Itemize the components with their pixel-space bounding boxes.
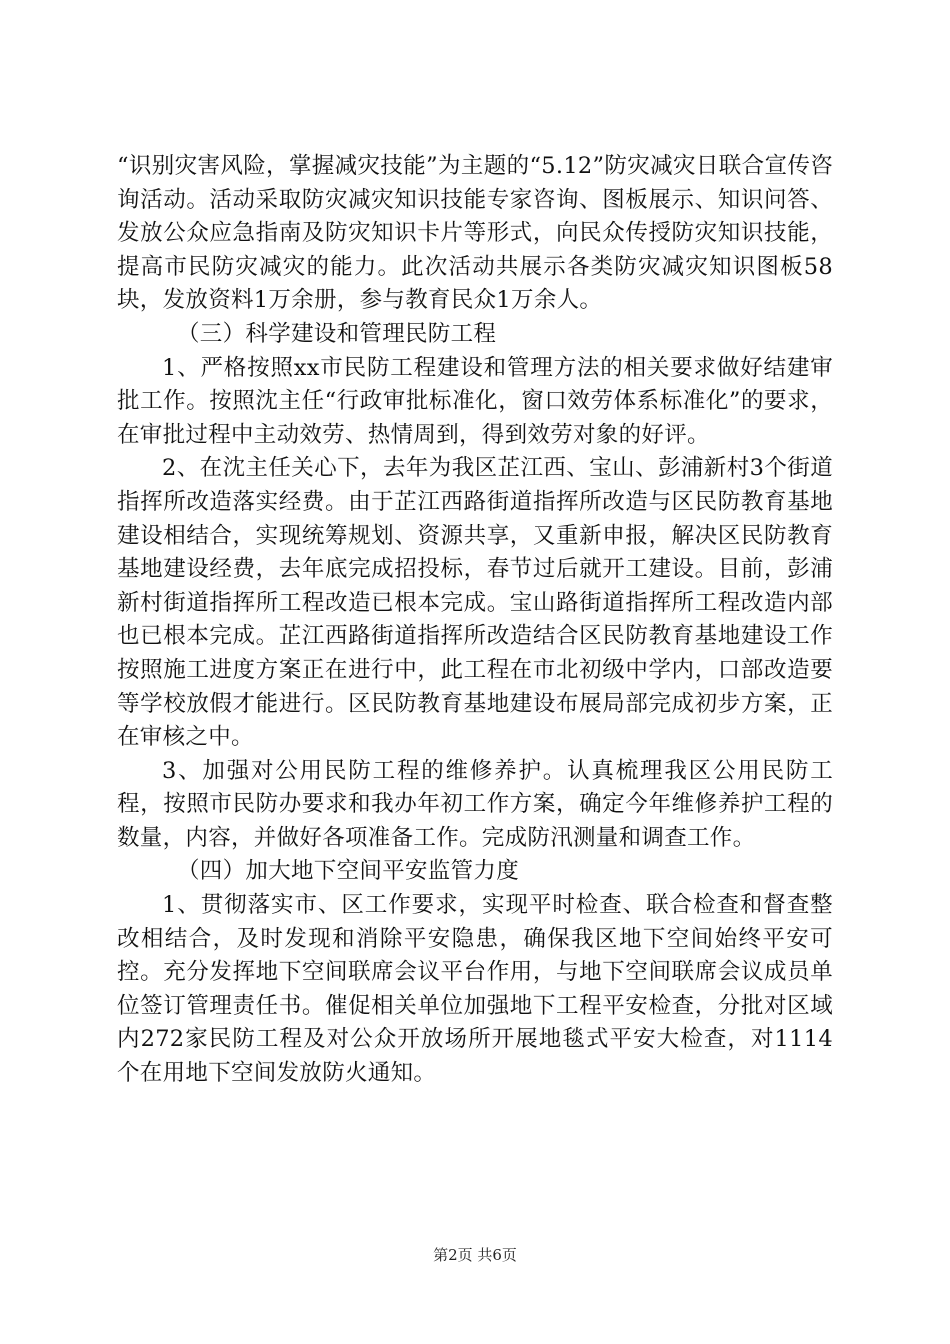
page-number-footer: 第2页 共6页 xyxy=(433,1246,517,1264)
paragraph-item-3: 3、加强对公用民防工程的维修养护。认真梳理我区公用民防工程，按照市民防办要求和我办年初工作方案，确定今年维修养护工程的数量，内容，并做好各项准备工作。完成防汛测量和调查工作。 xyxy=(117,757,833,851)
paragraph-intro: “识别灾害风险，掌握减灾技能”为主题的“5.12”防灾减灾日联合宣传咨询活动。活动采取防灾减灾知识技能专家咨询、图板展示、知识问答、发放公众应急指南及防灾知识卡片等形式，向民众传授防灾知识技能，提高市民防灾减灾的能力。此次活动共展示各类防灾减灾知识图板58块，发放资料1万余册，参与教育民众1万余人。 xyxy=(117,153,833,314)
section-heading-4: （四）加大地下空间平安监管力度 xyxy=(177,858,520,885)
paragraph-item-1: 1、严格按照xx市民防工程建设和管理方法的相关要求做好结建审批工作。按照沈主任“行政审批标准化，窗口效劳体系标准化”的要求，在审批过程中主动效劳、热情周到，得到效劳对象的好评。 xyxy=(117,354,833,448)
document-body xyxy=(117,150,833,1091)
paragraph-item-4-1: 1、贯彻落实市、区工作要求，实现平时检查、联合检查和督查整改相结合，及时发现和消除平安隐患，确保我区地下空间始终平安可控。充分发挥地下空间联席会议平台作用，与地下空间联席会议成员单位签订管理责任书。催促相关单位加强地下工程平安检查，分批对区域内272家民防工程及对公众开放场所开展地毯式平安大检查，对1114个在用地下空间发放防火通知。 xyxy=(117,892,833,1087)
paragraph-item-2: 2、在沈主任关心下，去年为我区芷江西、宝山、彭浦新村3个街道指挥所改造落实经费。由于芷江西路街道指挥所改造与区民防教育基地建设相结合，实现统筹规划、资源共享，又重新申报，解决区民防教育基地建设经费，去年底完成招投标，春节过后就开工建设。目前，彭浦新村街道指挥所工程改造已根本完成。宝山路街道指挥所工程改造内部也已根本完成。芷江西路街道指挥所改造结合区民防教育基地建设工作按照施工进度方案正在进行中，此工程在市北初级中学内，口部改造要等学校放假才能进行。区民防教育基地建设布展局部完成初步方案，正在审核之中。 xyxy=(117,455,833,751)
section-heading-3: （三）科学建设和管理民防工程 xyxy=(177,320,497,347)
